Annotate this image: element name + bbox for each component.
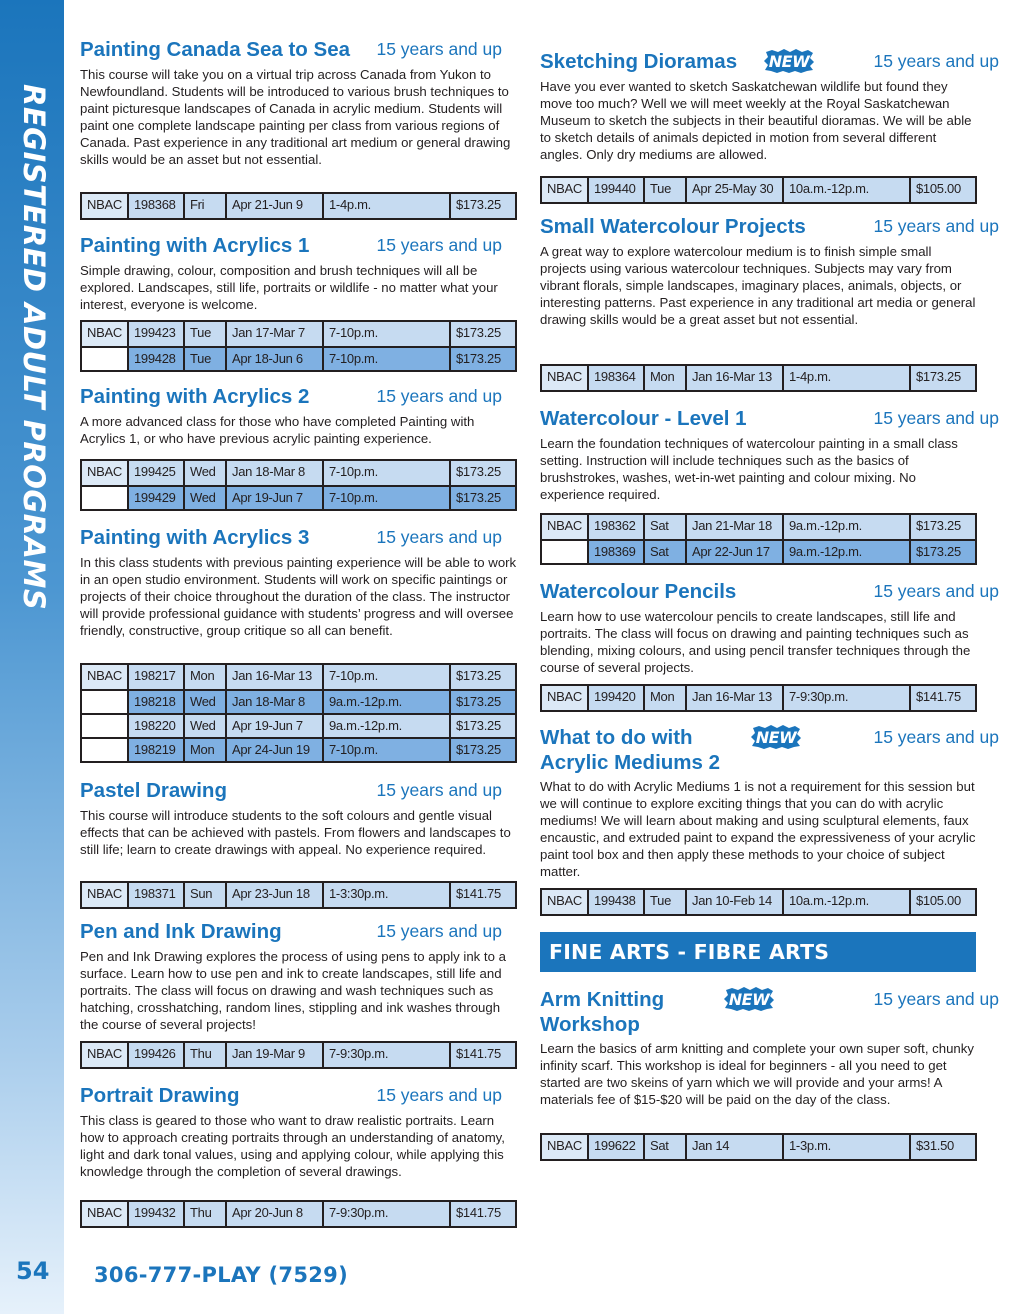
course-title: Watercolour - Level 1 bbox=[540, 407, 747, 430]
price-cell: $31.50 bbox=[909, 1135, 975, 1159]
course-description: Have you ever wanted to sketch Saskatchewan wildlife but found they move too much? Well we will meet weekly at the Royal Saskatchewan Museum to sketch the subjects in their beautiful dioramas. We will be able to sketch details of animals depicted in motion from several different angles. Only dry mediums are allowed. bbox=[540, 79, 972, 162]
schedule-table bbox=[80, 192, 517, 220]
day-cell: Sat bbox=[643, 1135, 685, 1159]
time-cell: 7-10p.m. bbox=[322, 739, 449, 761]
day-cell: Sun bbox=[183, 883, 225, 907]
location-cell: NBAC bbox=[82, 1043, 127, 1067]
day-cell: Wed bbox=[183, 487, 225, 509]
schedule-table bbox=[540, 513, 977, 565]
day-cell: Wed bbox=[183, 715, 225, 737]
course-title: Pen and Ink Drawing bbox=[80, 920, 282, 943]
price-cell: $173.25 bbox=[449, 739, 515, 761]
dates-cell: Apr 25-May 30 bbox=[685, 178, 782, 202]
course-description: Simple drawing, colour, composition and brush techniques will all be explored. Landscapes, still life, portraits or wildlife - no matter what your interest, everyone is welcome. bbox=[80, 263, 498, 312]
location-cell: NBAC bbox=[82, 665, 127, 689]
course-title: Arm Knitting bbox=[540, 988, 665, 1011]
location-cell: NBAC bbox=[542, 686, 587, 710]
dates-cell: Jan 16-Mar 13 bbox=[685, 366, 782, 390]
course-age: 15 years and up bbox=[376, 235, 502, 255]
time-cell: 9a.m.-12p.m. bbox=[322, 691, 449, 713]
time-cell: 7-9:30p.m. bbox=[322, 1043, 449, 1067]
course-code-cell: 198220 bbox=[127, 715, 183, 737]
day-cell: Thu bbox=[183, 1043, 225, 1067]
time-cell: 7-10p.m. bbox=[322, 665, 449, 689]
dates-cell: Jan 18-Mar 8 bbox=[225, 461, 322, 485]
course-pen-and-ink bbox=[80, 919, 517, 1033]
day-cell: Sat bbox=[643, 541, 685, 563]
table-row bbox=[542, 178, 975, 202]
time-cell: 7-10p.m. bbox=[322, 487, 449, 509]
course-code-cell: 199423 bbox=[127, 322, 183, 346]
day-cell: Thu bbox=[183, 1202, 225, 1226]
course-code-cell: 199426 bbox=[127, 1043, 183, 1067]
course-age: 15 years and up bbox=[376, 39, 502, 59]
course-title: Painting with Acrylics 3 bbox=[80, 526, 310, 549]
table-row bbox=[82, 346, 515, 370]
course-code-cell: 198369 bbox=[587, 541, 643, 563]
day-cell: Mon bbox=[643, 366, 685, 390]
price-cell: $173.25 bbox=[449, 194, 515, 218]
day-cell: Mon bbox=[183, 665, 225, 689]
location-cell: NBAC bbox=[542, 366, 587, 390]
new-badge-label: NEW bbox=[768, 51, 810, 71]
day-cell: Tue bbox=[643, 890, 685, 914]
course-code-cell: 199438 bbox=[587, 890, 643, 914]
price-cell: $173.25 bbox=[449, 665, 515, 689]
table-row bbox=[82, 737, 515, 761]
time-cell: 10a.m.-12p.m. bbox=[782, 178, 909, 202]
table-row bbox=[82, 194, 515, 218]
dates-cell: Jan 21-Mar 18 bbox=[685, 515, 782, 539]
location-cell bbox=[82, 691, 127, 713]
course-code-cell: 199420 bbox=[587, 686, 643, 710]
time-cell: 7-10p.m. bbox=[322, 322, 449, 346]
table-row bbox=[82, 485, 515, 509]
course-description: Pen and Ink Drawing explores the process of using pens to apply ink to a surface. Learn how to use pen and ink to create landscapes, still life and portraits. The class will focus on drawing and wash techniques such as hatching, crosshatching, random lines, stippling and ink washes through the course of several projects! bbox=[80, 949, 506, 1032]
course-age: 15 years and up bbox=[873, 727, 999, 747]
price-cell: $105.00 bbox=[909, 178, 975, 202]
dates-cell: Apr 19-Jun 7 bbox=[225, 715, 322, 737]
course-description: Learn the basics of arm knitting and complete your own super soft, chunky infinity scarf. This workshop is ideal for beginners - all you need to get started are two skeins of yarn which we will provide and your arms! A materials fee of $15-$20 will be paid on the day of the class. bbox=[540, 1041, 974, 1107]
price-cell: $173.25 bbox=[449, 461, 515, 485]
price-cell: $105.00 bbox=[909, 890, 975, 914]
table-row bbox=[542, 1135, 975, 1159]
course-watercolour-level-1 bbox=[540, 406, 999, 503]
course-description: In this class students with previous painting experience will be able to work in an open studio environment. Students will work on specific paintings or projects of their choice throughout the duration of the class. The instructor will provide professional guidance with students’ progress and will oversee friendly, constructive, group critique so all can benefit. bbox=[80, 555, 517, 638]
course-title: Painting Canada Sea to Sea bbox=[80, 38, 350, 61]
location-cell bbox=[82, 487, 127, 509]
location-cell: NBAC bbox=[82, 322, 127, 346]
table-row bbox=[82, 713, 515, 737]
course-age: 15 years and up bbox=[873, 989, 999, 1009]
course-acrylics-1 bbox=[80, 233, 517, 313]
location-cell bbox=[82, 739, 127, 761]
course-watercolour-pencils bbox=[540, 579, 999, 676]
day-cell: Wed bbox=[183, 691, 225, 713]
course-age: 15 years and up bbox=[376, 527, 502, 547]
course-age: 15 years and up bbox=[873, 581, 999, 601]
time-cell: 1-4p.m. bbox=[322, 194, 449, 218]
table-row bbox=[542, 515, 975, 539]
course-acrylics-2 bbox=[80, 384, 517, 447]
course-code-cell: 199622 bbox=[587, 1135, 643, 1159]
course-age: 15 years and up bbox=[376, 780, 502, 800]
table-row bbox=[542, 686, 975, 710]
price-cell: $173.25 bbox=[909, 366, 975, 390]
course-description: Learn the foundation techniques of watercolour painting in a small class setting. Instruction will include techniques such as the basics of brushstrokes, washes, wet-in-wet painting and colour mixing. No experience required. bbox=[540, 436, 958, 502]
day-cell: Tue bbox=[183, 348, 225, 370]
price-cell: $141.75 bbox=[449, 883, 515, 907]
course-title-line-2: Acrylic Mediums 2 bbox=[540, 751, 721, 774]
day-cell: Wed bbox=[183, 461, 225, 485]
schedule-table bbox=[80, 1041, 517, 1069]
dates-cell: Jan 14 bbox=[685, 1135, 782, 1159]
phone-number: 306-777-PLAY (7529) bbox=[94, 1263, 348, 1287]
sidebar bbox=[0, 0, 64, 1314]
course-description: A great way to explore watercolour medium is to finish simple small projects using various watercolour techniques. Subjects may vary from vibrant florals, simple landscapes, imaginary places, animals, objects, or interesting patterns. Past experience in any traditional art media or general drawing skills would be a great asset but not essential. bbox=[540, 244, 976, 327]
location-cell: NBAC bbox=[542, 1135, 587, 1159]
course-code-cell: 199429 bbox=[127, 487, 183, 509]
schedule-table bbox=[80, 881, 517, 909]
schedule-table bbox=[540, 176, 977, 204]
time-cell: 7-9:30p.m. bbox=[782, 686, 909, 710]
course-code-cell: 199425 bbox=[127, 461, 183, 485]
course-sketching-dioramas bbox=[540, 49, 999, 163]
course-title: Pastel Drawing bbox=[80, 779, 227, 802]
day-cell: Sat bbox=[643, 515, 685, 539]
day-cell: Mon bbox=[183, 739, 225, 761]
table-row bbox=[542, 539, 975, 563]
course-age: 15 years and up bbox=[376, 1085, 502, 1105]
new-badge-label: NEW bbox=[755, 727, 797, 747]
dates-cell: Apr 19-Jun 7 bbox=[225, 487, 322, 509]
location-cell: NBAC bbox=[82, 461, 127, 485]
dates-cell: Apr 20-Jun 8 bbox=[225, 1202, 322, 1226]
price-cell: $173.25 bbox=[449, 348, 515, 370]
dates-cell: Jan 17-Mar 7 bbox=[225, 322, 322, 346]
new-badge bbox=[723, 986, 775, 1012]
course-title: Portrait Drawing bbox=[80, 1084, 240, 1107]
course-painting-canada bbox=[80, 37, 517, 168]
location-cell bbox=[542, 541, 587, 563]
course-description: What to do with Acrylic Mediums 1 is not a requirement for this session but we will continue to explore exciting things that you can do with acrylic mediums! We will learn about making and using sculptural elements, faux encaustic, and extruded paint to expand the expressiveness of your acrylic paint tool box and then apply these methods to your choice of subject matter. bbox=[540, 779, 976, 879]
course-age: 15 years and up bbox=[873, 216, 999, 236]
dates-cell: Apr 21-Jun 9 bbox=[225, 194, 322, 218]
table-row bbox=[542, 366, 975, 390]
course-code-cell: 198219 bbox=[127, 739, 183, 761]
course-age: 15 years and up bbox=[873, 51, 999, 71]
location-cell bbox=[82, 715, 127, 737]
schedule-table bbox=[540, 888, 977, 916]
schedule-table bbox=[540, 684, 977, 712]
dates-cell: Jan 16-Mar 13 bbox=[225, 665, 322, 689]
schedule-table bbox=[80, 663, 517, 763]
new-badge bbox=[763, 48, 815, 74]
page-number: 54 bbox=[16, 1257, 50, 1285]
course-code-cell: 198217 bbox=[127, 665, 183, 689]
location-cell: NBAC bbox=[82, 194, 127, 218]
table-row bbox=[82, 1043, 515, 1067]
course-title: Painting with Acrylics 1 bbox=[80, 234, 310, 257]
time-cell: 10a.m.-12p.m. bbox=[782, 890, 909, 914]
course-age: 15 years and up bbox=[376, 921, 502, 941]
price-cell: $141.75 bbox=[449, 1202, 515, 1226]
price-cell: $173.25 bbox=[449, 487, 515, 509]
schedule-table bbox=[80, 459, 517, 511]
dates-cell: Jan 10-Feb 14 bbox=[685, 890, 782, 914]
table-row bbox=[82, 883, 515, 907]
table-row bbox=[82, 461, 515, 485]
dates-cell: Apr 18-Jun 6 bbox=[225, 348, 322, 370]
table-row bbox=[82, 322, 515, 346]
course-description: This class is geared to those who want to draw realistic portraits. Learn how to approach creating portraits through an understanding of anatomy, light and dark tonal values, using and applying colour, while applying this knowledge through the completion of several drawings. bbox=[80, 1113, 505, 1179]
sidebar-title: REGISTERED ADULT PROGRAMS bbox=[17, 84, 51, 611]
course-description: A more advanced class for those who have completed Painting with Acrylics 1, or who have previous acrylic painting experience. bbox=[80, 414, 475, 446]
day-cell: Tue bbox=[643, 178, 685, 202]
course-pastel-drawing bbox=[80, 778, 517, 858]
course-description: This course will take you on a virtual trip across Canada from Yukon to Newfoundland. Students will be introduced to various brush techniques to paint picturesque landscapes of Canada in acrylic medium. Students will paint one complete landscape painting per class from various regions of Canada. Past experience in any traditional art medium or general drawing skills would be an asset but not essential. bbox=[80, 67, 511, 167]
course-acrylics-3 bbox=[80, 525, 517, 639]
price-cell: $141.75 bbox=[449, 1043, 515, 1067]
course-portrait-drawing bbox=[80, 1083, 517, 1180]
course-arm-knitting bbox=[540, 987, 999, 1108]
course-title: Small Watercolour Projects bbox=[540, 215, 806, 238]
section-banner-fibre-arts: FINE ARTS - FIBRE ARTS bbox=[540, 932, 976, 972]
schedule-table bbox=[80, 320, 517, 372]
table-row bbox=[82, 665, 515, 689]
time-cell: 1-3p.m. bbox=[782, 1135, 909, 1159]
time-cell: 9a.m.-12p.m. bbox=[322, 715, 449, 737]
course-title-line-2: Workshop bbox=[540, 1013, 640, 1036]
course-code-cell: 198368 bbox=[127, 194, 183, 218]
location-cell: NBAC bbox=[82, 883, 127, 907]
course-code-cell: 198362 bbox=[587, 515, 643, 539]
course-code-cell: 199432 bbox=[127, 1202, 183, 1226]
time-cell: 1-3:30p.m. bbox=[322, 883, 449, 907]
course-title: Painting with Acrylics 2 bbox=[80, 385, 310, 408]
price-cell: $173.25 bbox=[909, 541, 975, 563]
dates-cell: Jan 19-Mar 9 bbox=[225, 1043, 322, 1067]
table-row bbox=[82, 1202, 515, 1226]
new-badge bbox=[750, 724, 802, 750]
course-title: What to do with bbox=[540, 726, 693, 749]
course-code-cell: 198371 bbox=[127, 883, 183, 907]
day-cell: Tue bbox=[183, 322, 225, 346]
price-cell: $173.25 bbox=[449, 691, 515, 713]
schedule-table bbox=[540, 364, 977, 392]
course-description: Learn how to use watercolour pencils to create landscapes, still life and portraits. The class will focus on drawing and painting techniques such as blending, mixing colours, and using pencil transfer techniques through the course of several projects. bbox=[540, 609, 971, 675]
day-cell: Mon bbox=[643, 686, 685, 710]
price-cell: $173.25 bbox=[449, 322, 515, 346]
dates-cell: Jan 18-Mar 8 bbox=[225, 691, 322, 713]
dates-cell: Apr 23-Jun 18 bbox=[225, 883, 322, 907]
dates-cell: Jan 16-Mar 13 bbox=[685, 686, 782, 710]
time-cell: 7-10p.m. bbox=[322, 348, 449, 370]
price-cell: $141.75 bbox=[909, 686, 975, 710]
price-cell: $173.25 bbox=[909, 515, 975, 539]
table-row bbox=[542, 890, 975, 914]
course-code-cell: 198364 bbox=[587, 366, 643, 390]
price-cell: $173.25 bbox=[449, 715, 515, 737]
course-code-cell: 198218 bbox=[127, 691, 183, 713]
schedule-table bbox=[80, 1200, 517, 1228]
location-cell: NBAC bbox=[542, 178, 587, 202]
course-age: 15 years and up bbox=[873, 408, 999, 428]
time-cell: 1-4p.m. bbox=[782, 366, 909, 390]
course-description: This course will introduce students to the soft colours and gentle visual effects that can be achieved with pastels. From flowers and landscapes to still life; learn to create drawings with appeal. No experience required. bbox=[80, 808, 511, 857]
time-cell: 9a.m.-12p.m. bbox=[782, 541, 909, 563]
time-cell: 9a.m.-12p.m. bbox=[782, 515, 909, 539]
table-row bbox=[82, 689, 515, 713]
course-code-cell: 199440 bbox=[587, 178, 643, 202]
time-cell: 7-10p.m. bbox=[322, 461, 449, 485]
new-badge-label: NEW bbox=[728, 989, 770, 1009]
location-cell: NBAC bbox=[542, 515, 587, 539]
location-cell bbox=[82, 348, 127, 370]
course-code-cell: 199428 bbox=[127, 348, 183, 370]
course-small-watercolour bbox=[540, 214, 999, 328]
course-acrylic-mediums-2 bbox=[540, 725, 999, 880]
time-cell: 7-9:30p.m. bbox=[322, 1202, 449, 1226]
location-cell: NBAC bbox=[82, 1202, 127, 1226]
day-cell: Fri bbox=[183, 194, 225, 218]
dates-cell: Apr 22-Jun 17 bbox=[685, 541, 782, 563]
dates-cell: Apr 24-Jun 19 bbox=[225, 739, 322, 761]
course-title: Watercolour Pencils bbox=[540, 580, 737, 603]
location-cell: NBAC bbox=[542, 890, 587, 914]
course-age: 15 years and up bbox=[376, 386, 502, 406]
course-title: Sketching Dioramas bbox=[540, 50, 738, 73]
schedule-table bbox=[540, 1133, 977, 1161]
